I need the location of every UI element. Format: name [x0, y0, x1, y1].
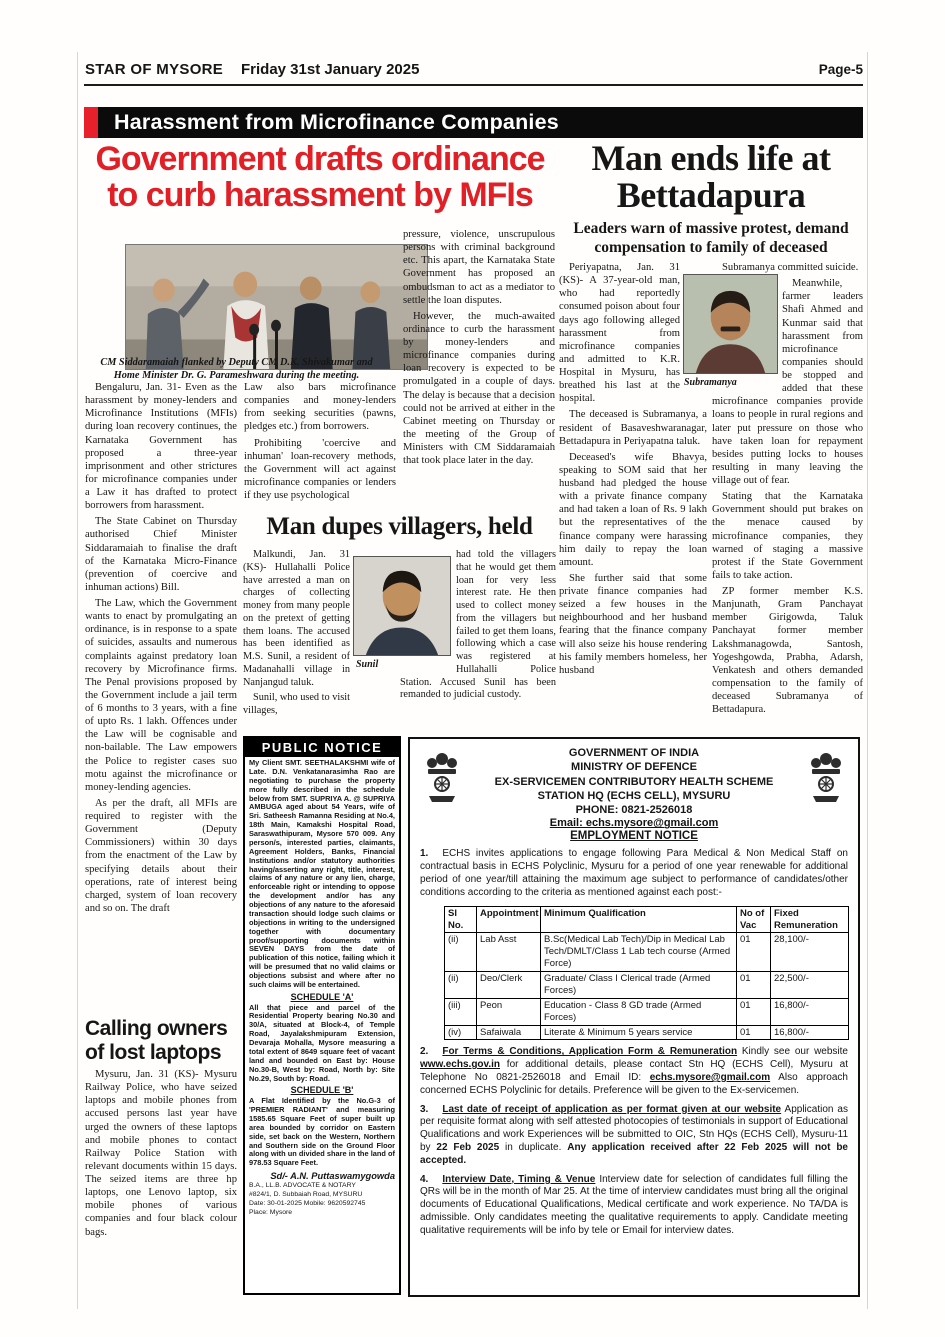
paragraph: Prohibiting 'coercive and inhuman' loan-recovery methods, the Government will act against microfinance companies or lenders if they use psychological — [244, 437, 396, 501]
laptops-headline-line1: Calling owners — [85, 1017, 228, 1040]
paragraph: pressure, violence, unscrupulous persons with criminal background etc. This apart, the Karnataka State Government has proposed an ombudsman to act as a mediator to settle the loan disputes. — [403, 229, 555, 306]
table-cell: 16,800/- — [771, 1025, 849, 1040]
paragraph: However, the much-awaited ordinance to curb the harassment by money-lenders and microfinance companies during loan recovery is expected to be promulgated in a couple of days. The delay is because that a decision could not be arrived at either in the Cabinet meeting on Thursday or the meeting of the Group of Ministers with CM Siddaramaiah that took place later in the day. — [403, 310, 555, 467]
bettadapura-subhead — [556, 219, 866, 258]
header-rule — [84, 84, 863, 86]
paragraph: had told the villagers that he would get them loan for very less interest rate. He then used to collect money from the villagers but failed to get them loans, following which a case was registered at Hullahalli Police Station. Accused Sunil has been remanded to judicial custody. — [400, 549, 556, 701]
schedule-b-title: SCHEDULE 'B' — [290, 1085, 354, 1096]
echs-para-2 — [420, 1046, 848, 1097]
national-emblem-icon — [806, 747, 846, 803]
national-emblem-icon — [422, 747, 462, 803]
paragraph: Law also bars microfinance companies and money-lenders from seeking securities (pawns, pledges etc.) from borrowers. — [244, 382, 396, 433]
public-notice-title: PUBLIC NOTICE — [245, 738, 399, 757]
table-cell: Literate & Minimum 5 years service — [541, 1025, 737, 1040]
para-lead: Interview Date, Timing & Venue — [442, 1173, 596, 1185]
para-text: for additional details, please contact Stn HQ (ECHS Cell), Mysuru at Telephone No 0821-2526018 and Email ID: — [420, 1059, 848, 1084]
paragraph: Bengaluru, Jan. 31- Even as the harassment by money-lenders and Microfinance Institutions (MFIs) during loan recovery continues, the Karnataka Government has proposed a three-year imprisonment and other strictures for microfinance companies under a Law it has drafted to protect borrowers from harassment. — [85, 382, 237, 512]
table-cell: Peon — [477, 998, 541, 1025]
column-header: Minimum Qualification — [541, 906, 737, 933]
paragraph: Sunil, who used to visit villages, — [243, 692, 350, 717]
table-cell: 22,500/- — [771, 972, 849, 999]
table-cell: 01 — [737, 933, 771, 972]
notary-date-mobile: Date: 30-01-2025 Mobile: 9620592745 — [249, 1200, 366, 1208]
column-header: Sl No. — [445, 906, 477, 933]
notary-signature: Sd/- A.N. Puttaswamygowda — [270, 1171, 395, 1182]
subramanya-photo-caption: Subramanya — [684, 377, 737, 388]
table-cell: Lab Asst — [477, 933, 541, 972]
table-header-row — [445, 906, 849, 933]
echs-header-email-link[interactable]: Email: echs.mysore@gmail.com — [549, 817, 719, 830]
lead-article-column-3 — [403, 228, 555, 516]
lead-headline — [84, 142, 556, 213]
paragraph: Meanwhile, farmer leaders Shafi Ahmed and Kunmar said that harassment from microfinance companies should be stopped and added that these microfinance companies provide loans to people in rural regions and later put pressure on those who have taken loan for repayment besides putting locks to houses resulting in many leaving the village out of fear. — [712, 278, 863, 486]
table-row — [445, 1025, 849, 1040]
page-number: Page-5 — [818, 62, 863, 77]
public-notice-body — [245, 757, 399, 1220]
banner-accent-square — [84, 107, 98, 138]
public-notice-box — [243, 736, 401, 1295]
table-cell: 16,800/- — [771, 998, 849, 1025]
lead-headline-line2: to curb harassment by MFIs — [107, 175, 533, 214]
photo-caption — [85, 357, 388, 382]
para-lead: For Terms & Conditions, Application Form & Remuneration — [442, 1046, 738, 1058]
schedule-a-title: SCHEDULE 'A' — [290, 991, 354, 1002]
table-cell: 01 — [737, 972, 771, 999]
table-cell: Safaiwala — [477, 1025, 541, 1040]
deadline-warning: Any application received after 22 Feb 2025 will not be accepted. — [420, 1142, 848, 1166]
lead-article-column-2 — [244, 381, 396, 517]
echs-para-1 — [420, 848, 848, 899]
paragraph: Malkundi, Jan. 31 (KS)- Hullahalli Police have arrested a man on charges of collecting money from many people on the pretext of getting them loans. The accused has been identified as M.S. Sunil, a resident of Madanahalli village in Nanjangud taluk. — [243, 549, 350, 688]
para-number: 1. — [420, 848, 429, 860]
paragraph: Subramanya committed suicide. — [722, 262, 859, 273]
dupes-article-column-1 — [243, 549, 350, 733]
photo-caption-line1: CM Siddaramaiah flanked by Deputy CM D.K. Shivakumar and — [100, 357, 373, 368]
echs-notice-body — [410, 848, 858, 1237]
bettadapura-headline-line2: Bettadapura — [616, 175, 806, 216]
sunil-photo-caption: Sunil — [356, 659, 379, 670]
table-cell: (ii) — [445, 933, 477, 972]
echs-para-4 — [420, 1174, 848, 1238]
paragraph: EX-SERVICEMEN CONTRIBUTORY HEALTH SCHEME — [494, 775, 774, 788]
meeting-photo-illustration — [126, 245, 427, 369]
para-number: 4. — [420, 1173, 429, 1185]
dupes-headline: Man dupes villagers, held — [266, 513, 533, 540]
table-cell: B.Sc(Medical Lab Tech)/Dip in Medical Lab Tech/DMLT/Class 1 Lab tech course (Armed Force) — [541, 933, 737, 972]
paragraph: Mysuru, Jan. 31 (KS)- Mysuru Railway Police, who have seized laptops and mobile phones from accused persons last year have urged the owners of these laptops and mobile phones to contact Railway Police Station with relevant documents within 15 days. The seized items are three hp laptops, one Lenovo laptop, six mobile phones of various companies and four black colour bags. — [85, 1069, 237, 1238]
public-notice-text: My Client SMT. SEETHALAKSHMI wife of Late. D.N. Venkatanarasimha Rao are negotiating to purchase the property more fully described in the schedule below from SMT. SUPRIYA A. @ SUPRIYA AMBUGA aged about 54 Years, wife of Sri. Satheesh Ramanna Residing at No.4, 18th Main, Kamakshi Hospital Road, Saraswathipuram, Mysore 570 009. Any person/s, interested parties, claimants, Agreement Holders, Banks, Financial Institutions and/or statutory authorities having/asserting any right, title, interest, claims of any nature or any lien, charge, enforceable right or intending to oppose the development and/or has any objections of any nature to the aforesaid transaction should lodge such claims or objections in writing to the undersigned together with documentary proof/supporting documents within SEVEN DAYS from the date of publication of this notice, failing which it will be presumed that no valid claims or objections subsist and where after no such claims will be entertained. — [249, 758, 395, 989]
notary-title: B.A., LL.B. ADVOCATE & NOTARY — [249, 1182, 356, 1190]
para-text: ECHS invites applications to engage following Para Medical & Non Medical Staff on contractual basis in ECHS Polyclinic, Mysuru for a period of one year renewable for additional period of one year/till attaining the maximum age subject to performance of candidates/other conditions according to the criteria as mentioned against each post:- — [420, 848, 848, 898]
table-row — [445, 933, 849, 972]
paragraph: Deceased's wife Bhavya, speaking to SOM said that her husband had pledged the house with a private finance company and had taken a loan of Rs. 9 lakh but the representatives of the finance company were harassing him daily to repay the loan amount. — [559, 451, 707, 568]
table-cell: Deo/Clerk — [477, 972, 541, 999]
column-header: Fixed Remuneration — [771, 906, 849, 933]
table-cell: Graduate/ Class I Clerical trade (Armed Forces) — [541, 972, 737, 999]
deadline-date: 22 Feb 2025 — [436, 1142, 500, 1153]
paragraph: The deceased is Subramanya, a resident of Basaveshwaranagar, Bettadapura in Periyapatna taluk. — [559, 409, 707, 447]
photo-wrap-spacer — [400, 549, 456, 675]
photo-wrap-spacer — [712, 277, 782, 392]
column-header: No of Vac — [737, 906, 771, 933]
bettadapura-subhead-line2: compensation to family of deceased — [594, 239, 828, 257]
table-row — [445, 972, 849, 999]
table-cell: (iv) — [445, 1025, 477, 1040]
echs-employment-notice-box — [408, 737, 860, 1297]
column-header: Appointment — [477, 906, 541, 933]
table-cell: 28,100/- — [771, 933, 849, 972]
bettadapura-headline-line1: Man ends life at — [591, 138, 831, 178]
paragraph: The Law, which the Government wants to enact by promulgating an ordinance, is in response to a spate of suicides, assaults and numerous complaints against predatory loan recovery by Microfinance firms. The Penal provisions proposed by the Government include a jail term of 6 months to 3 years, with a fine of upto Rs. 1 lakh. Offences under the Law will be cognisable and non-bailable. The Law empowers the Police to register cases suo motu against the microfinance or money-lending agencies. — [85, 598, 237, 793]
paragraph: The State Cabinet on Thursday authorised Chief Minister Siddaramaiah to finalise the draft of the Karnataka Micro-Finance (prevention of coercive and inhuman actions) Bill. — [85, 516, 237, 593]
paragraph: She further said that some private finance companies had seized a few houses in the neighbourhood and her husband fearing that the finance company will also seize his house rendering his family members homeless, her husband — [559, 572, 707, 676]
para-number: 2. — [420, 1046, 429, 1058]
paragraph: Periyapatna, Jan. 31 (KS)- A 37-year-old man, who had reportedly consumed poison about four days ago following alleged harassment from microfinance companies and admitted to K.R. Hospital in Mysuru, has breathed his last at the hospital. — [559, 262, 680, 405]
masthead-title: STAR OF MYSORE — [85, 61, 224, 78]
page-edge-line — [77, 52, 78, 1309]
schedule-b-text: A Flat Identified by the No.G-3 of 'PREMIER RADIANT' and measuring 1585.65 Square Feet of super built up area bounded by corridor on Eastern side, set back on the Western, Northern and Southern side on the Ground Floor along with un divided share in the land of 978.53 Square Feet. — [249, 1096, 395, 1168]
vacancy-table-body — [445, 933, 849, 1040]
para-text: in duplicate. — [499, 1142, 568, 1153]
paragraph: ZP former member K.S. Manjunath, Gram Panchayat member Girigowda, Taluk Panchayat former member Lakshmanagowda, Santosh, Yogeshgowda, Prabha, Adarsh, Venkatesh and others demanded compensation to the family of deceased Subramanya of Bettadapura. — [712, 586, 863, 716]
echs-header-email — [410, 817, 858, 829]
gov-header — [468, 746, 800, 817]
lead-article-column-1 — [85, 381, 237, 1014]
table-cell: (iii) — [445, 998, 477, 1025]
lead-headline-line1: Government drafts ordinance — [95, 140, 545, 178]
para-text: Interview date for selection of candidates full filling the QRs will be in the month of Mar 25. At the time of interview candidates must bring all the original documents of Educational Qualifications, Medical certificate and work experience. No TA/DA is admissible. Only candidates meeting the qualitative requirements to apply. Candidate meeting qualitative requirements will be info by tele or Email for interview dates. — [420, 1173, 848, 1236]
laptops-headline-line2: of lost laptops — [85, 1040, 221, 1064]
echs-email-link[interactable]: echs.mysore@gmail.com — [649, 1072, 771, 1084]
table-cell: 01 — [737, 998, 771, 1025]
photo-caption-line2: Home Minister Dr. G. Parameshwara during the meeting. — [113, 369, 360, 381]
para-text: Application as per requisite format along with self attested photocopies of testimonials in support of Educational Qualifications and work Experiences will be submitted to OIC, Stn HQs (ECHS Cell), Mysuru-11 by — [420, 1103, 848, 1153]
bettadapura-subhead-line1: Leaders warn of massive protest, demand — [573, 220, 849, 237]
employment-notice-title — [410, 830, 858, 842]
masthead-date: Friday 31st January 2025 — [241, 61, 420, 78]
schedule-a-text: All that piece and parcel of the Residential Property bearing No.30 and 30/A, situated at Block-4, of Temple Road, Jayalakshmipuram Extension, Devaraja Mohalla, Mysore measuring a total extent of 8649 square feet of vacant land and bounded on East by: House No.30-B, West by: Road, North by: Site No.29, South by: Road. — [249, 1002, 395, 1083]
bettadapura-article-column-2 — [712, 261, 863, 734]
table-row — [445, 998, 849, 1025]
page-edge-line — [867, 52, 868, 1309]
vacancy-table — [444, 906, 849, 1041]
banner-title: Harassment from Microfinance Companies — [114, 110, 559, 134]
echs-para-3 — [420, 1104, 848, 1168]
dupes-article-column-2 — [400, 549, 556, 733]
para-text: Also approach concerned ECHS Polyclinic for details. Preference will be given to the Ex-servicemen. — [420, 1072, 848, 1096]
meeting-photo — [125, 244, 428, 370]
table-cell: 01 — [737, 1025, 771, 1040]
para-number: 3. — [420, 1103, 429, 1115]
employment-notice-title-text: EMPLOYMENT NOTICE — [570, 830, 698, 843]
echs-website-link[interactable]: www.echs.gov.in — [420, 1059, 501, 1071]
notary-place: Place: Mysore — [249, 1208, 293, 1216]
laptops-headline — [85, 1017, 245, 1064]
paragraph: MINISTRY OF DEFENCE — [571, 761, 697, 774]
section-banner — [84, 107, 863, 138]
paragraph: STATION HQ (ECHS CELL), MYSURU — [537, 789, 731, 802]
paragraph: PHONE: 0821-2526018 — [575, 804, 693, 817]
paragraph: Stating that the Karnataka Government should put brakes on the menace caused by microfinance companies, they warned of staging a massive protest if the State Government fails to take action. — [712, 491, 863, 581]
paragraph: As per the draft, all MFIs are required to register with the Government (Deputy Commissioners) within 30 days from the enactment of the Law by specifying details about their operations, rate of interest being charged, system of loan recovery and so on. The draft — [85, 797, 237, 914]
para-lead: Last date of receipt of application as per format given at our website — [442, 1103, 782, 1115]
para-text: Kindly see our website — [737, 1046, 848, 1058]
paragraph: GOVERNMENT OF INDIA — [568, 747, 700, 759]
table-cell: Education - Class 8 GD trade (Armed Forces) — [541, 998, 737, 1025]
notary-address: #824/1, D. Subbaiah Road, MYSURU — [249, 1191, 363, 1199]
laptops-article-body — [85, 1068, 237, 1294]
bettadapura-headline — [558, 140, 864, 214]
table-cell: (ii) — [445, 972, 477, 999]
